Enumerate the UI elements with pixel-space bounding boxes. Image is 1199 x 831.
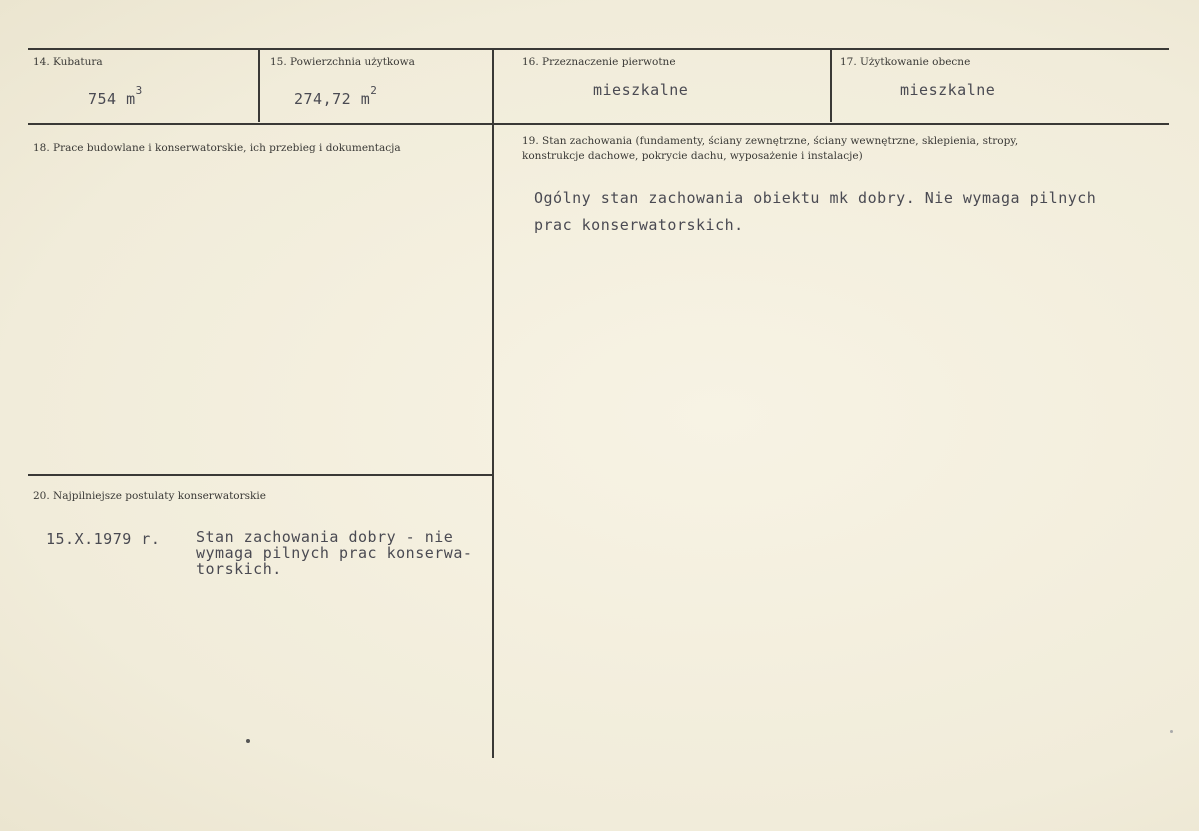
field-16-label: 16. Przeznaczenie pierwotne [522,56,676,68]
field-20-label: 20. Najpilniejsze postulaty konserwatorskie [33,490,266,502]
field-15-value-text: 274,72 m [294,90,371,108]
field-14-unit-exponent: 3 [135,84,143,97]
field-18-label: 18. Prace budowlane i konserwatorskie, ich przebieg i dokumentacja [33,142,401,154]
paper-speck [1170,730,1173,733]
field-14-label: 14. Kubatura [33,56,103,68]
divider-14-15 [258,48,260,122]
row-rule [28,123,1169,125]
field-19-text-line2: prac konserwatorskich. [534,216,744,234]
field-20-text: Stan zachowania dobry - nie wymaga pilnych prac konserwa- torskich. [196,528,473,578]
field-14-value-text: 754 m [88,90,136,108]
field-20-date: 15.X.1979 r. [46,530,161,548]
field-17-value: mieszkalne [900,81,996,99]
top-rule [28,48,1169,50]
field-15-label: 15. Powierzchnia użytkowa [270,56,415,68]
field-19-label: 19. Stan zachowania (fundamenty, ściany zewnętrzne, ściany wewnętrzne, sklepienia, stropy, konstrukcje dachowe, pokrycie dachu, wyposażenie i instalacje) [522,135,1019,162]
divider-16-17 [830,48,832,122]
divider-15-16 [492,48,494,758]
field-15-unit-exponent: 2 [370,84,378,97]
section-20-rule [28,474,494,476]
field-17-label: 17. Użytkowanie obecne [840,56,971,68]
field-19-text-line1: Ogólny stan zachowania obiektu mk dobry. Nie wymaga pilnych [534,189,1097,207]
paper-speck [246,739,250,743]
field-16-value: mieszkalne [593,81,689,99]
field-14-value [88,84,143,108]
field-15-value [294,84,377,108]
